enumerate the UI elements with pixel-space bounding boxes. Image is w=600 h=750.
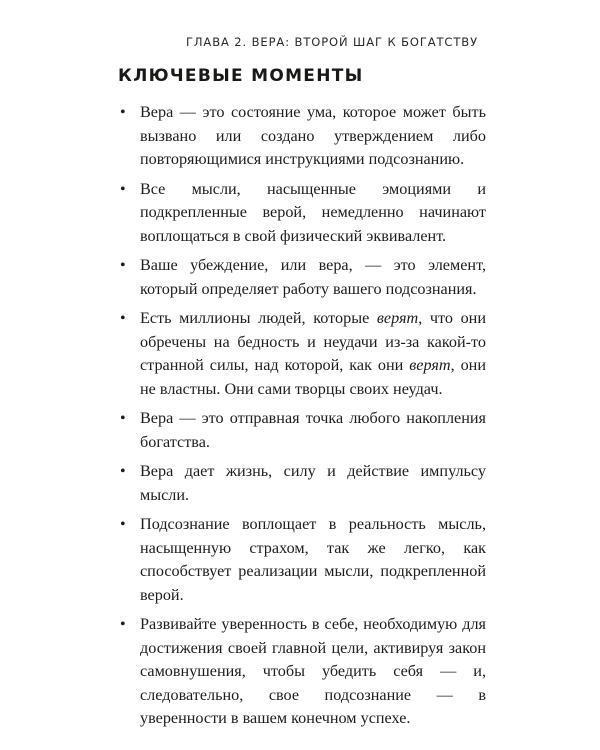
- text-segment: Вера дает жизнь, силу и действие импульсу мысли.: [140, 462, 486, 504]
- key-point-text: [140, 180, 486, 245]
- emphasized-word: верят: [409, 356, 451, 374]
- bullet-icon: •: [120, 410, 126, 427]
- bullet-icon: •: [120, 616, 126, 633]
- bullet-icon: •: [120, 257, 126, 274]
- key-point-item: [120, 178, 486, 249]
- text-segment: , что они обречены на бедность и неудачи из-за какой-то странной силы, над которой, как они: [140, 309, 487, 374]
- key-point-item: [120, 513, 486, 607]
- key-point-item: [120, 307, 486, 401]
- key-point-item: [120, 101, 486, 172]
- bullet-icon: •: [120, 463, 126, 480]
- text-segment: Ваше убеждение, или вера, — это элемент, который определяет работу вашего подсознания.: [140, 256, 486, 298]
- text-segment: Подсознание воплощает в реальность мысль, насыщенную страхом, так же легко, как способствует реализации мысли, подкрепленной верой.: [140, 515, 486, 604]
- key-point-text: [140, 409, 486, 451]
- emphasized-word: верят: [376, 309, 419, 327]
- text-segment: , они не властны. Они сами творцы своих неудач.: [140, 356, 486, 398]
- key-point-text: [140, 103, 486, 168]
- text-segment: Вера — это состояние ума, которое может быть вызвано или создано утверждением либо повторяющимися инструкциями подсознанию.: [140, 103, 486, 168]
- key-point-text: [140, 515, 486, 604]
- running-head: ГЛАВА 2. ВЕРА: ВТОРОЙ ШАГ К БОГАТСТВУ: [185, 35, 478, 49]
- key-point-item: [120, 254, 486, 301]
- key-point-text: [140, 256, 486, 298]
- key-points-list: [120, 101, 486, 737]
- text-segment: Есть миллионы людей, которые: [140, 309, 377, 327]
- key-point-item: [120, 407, 486, 454]
- bullet-icon: •: [120, 310, 126, 327]
- key-point-text: [140, 615, 486, 727]
- key-point-text: [140, 462, 486, 504]
- key-point-item: [120, 460, 486, 507]
- bullet-icon: •: [120, 104, 126, 121]
- text-segment: Развивайте уверенность в себе, необходимую для достижения своей главной цели, активируя закон самовнушения, чтобы убедить себя — и, следовательно, свое подсознание — в уверенности в вашем конечном успехе.: [140, 615, 486, 727]
- section-heading: КЛЮЧЕВЫЕ МОМЕНТЫ: [118, 66, 364, 86]
- text-segment: Все мысли, насыщенные эмоциями и подкрепленные верой, немедленно начинают воплощаться в свой физический эквивалент.: [140, 179, 486, 245]
- key-point-item: [120, 613, 486, 731]
- key-point-text: [140, 309, 486, 398]
- bullet-icon: •: [120, 516, 126, 533]
- bullet-icon: •: [120, 180, 126, 198]
- text-segment: Вера — это отправная точка любого накопления богатства.: [140, 409, 486, 451]
